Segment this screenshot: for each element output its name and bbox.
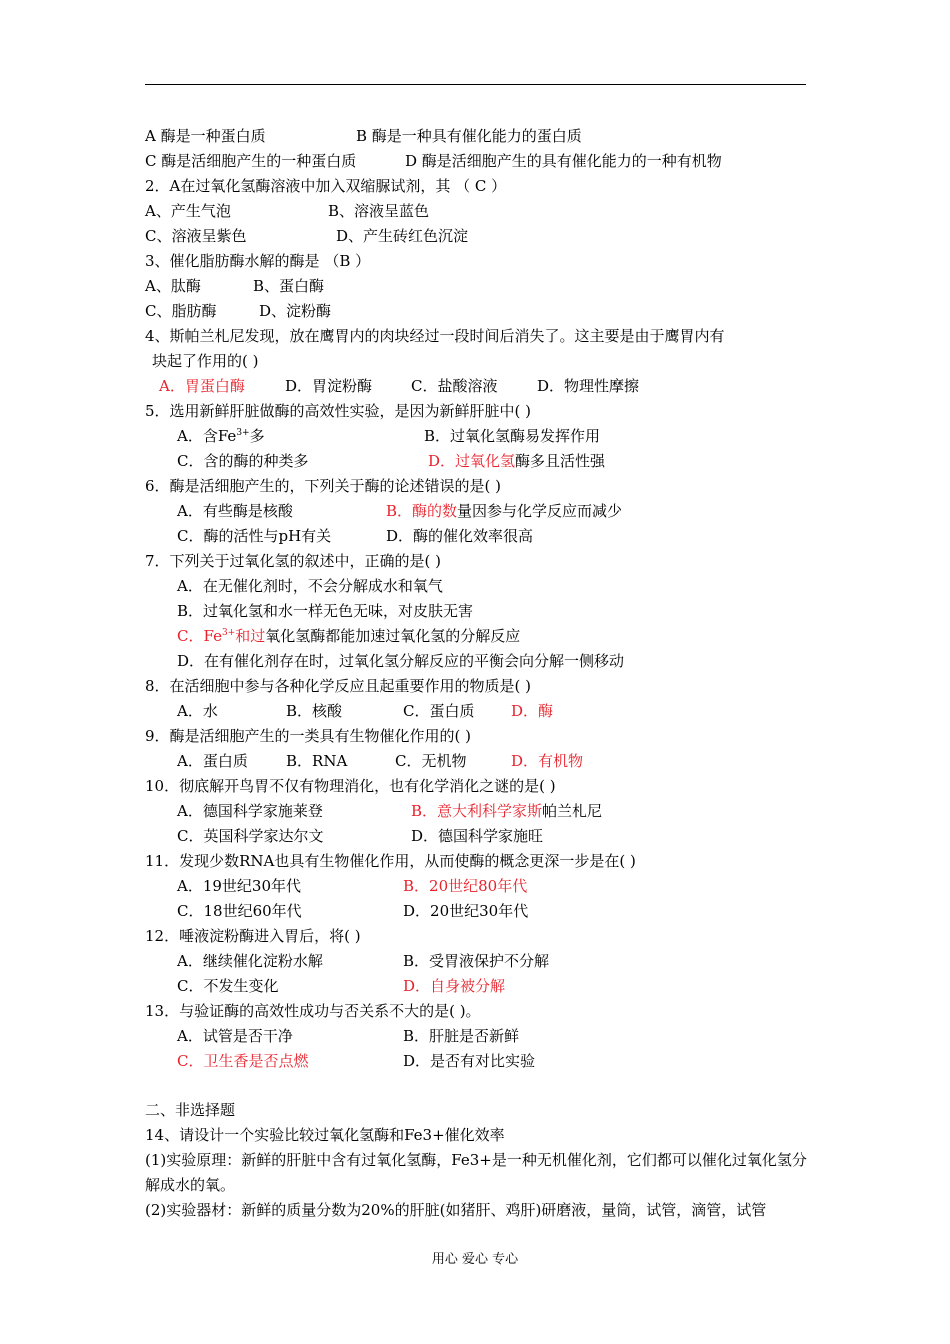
q8-stem-text: 8．在活细胞中参与各种化学反应且起重要作用的物质是( ) — [145, 677, 532, 695]
q9-stem — [145, 724, 815, 749]
q5-option-b: B．过氧化氢酶易发挥作用 — [424, 427, 601, 445]
page-footer: 用心 爱心 专心 — [431, 1252, 519, 1267]
q5-option-a-text: A．含Fe — [177, 427, 237, 445]
q7-option-d: D．在有催化剂存在时，过氧化氢分解反应的平衡会向分解一侧移动 — [177, 652, 625, 670]
q10-option-c: C．英国科学家达尔文 — [177, 827, 324, 845]
q2-option-b: B、溶液呈蓝色 — [328, 202, 430, 220]
q10-option-b-rest: 帕兰札尼 — [542, 802, 603, 820]
q6-row1 — [145, 499, 815, 524]
q2-option-d: D、产生砖红色沉淀 — [336, 227, 469, 245]
q2-row2 — [145, 224, 815, 249]
q12-stem — [145, 924, 815, 949]
q3-stem-text: 3、催化脂肪酶水解的酶是 （B ） — [145, 252, 371, 270]
q12-row2 — [145, 974, 815, 999]
q5-option-a-sup: 3+ — [236, 428, 250, 438]
q5-row2 — [145, 449, 815, 474]
q8-option-b: B．核酸 — [286, 702, 343, 720]
q10-stem — [145, 774, 815, 799]
q8-option-d: D．酶 — [511, 702, 554, 720]
q13-option-d: D．是否有对比实验 — [403, 1052, 536, 1070]
q1-row2 — [145, 149, 815, 174]
q2-option-c: C、溶液呈紫色 — [145, 227, 247, 245]
q11-stem — [145, 849, 815, 874]
q13-row2 — [145, 1049, 815, 1074]
q12-stem-text: 12．唾液淀粉酶进入胃后，将( ) — [145, 927, 361, 945]
q7-stem — [145, 549, 815, 574]
q9-option-b: B．RNA — [286, 752, 348, 770]
q11-option-c: C．18世纪60年代 — [177, 902, 302, 920]
q11-stem-text: 11．发现少数RNA也具有生物催化作用，从而使酶的概念更深一步是在( ) — [145, 852, 636, 870]
q13-option-a: A．试管是否干净 — [177, 1027, 293, 1045]
q11-row2 — [145, 899, 815, 924]
q7-option-c-sup: 3+ — [221, 628, 236, 638]
q5-option-c: C．含的酶的种类多 — [177, 452, 309, 470]
q9-option-d: D．有机物 — [511, 752, 584, 770]
q1-option-d: D 酶是活细胞产生的具有催化能力的一种有机物 — [405, 152, 722, 170]
q1-option-b: B 酶是一种具有催化能力的蛋白质 — [356, 127, 582, 145]
q2-stem — [145, 174, 815, 199]
q4-option-a: A．胃蛋白酶 — [159, 377, 245, 395]
q4-options — [145, 374, 815, 399]
q2-row1 — [145, 199, 815, 224]
q10-option-a: A．德国科学家施莱登 — [177, 802, 323, 820]
q6-stem-text: 6．酶是活细胞产生的，下列关于酶的论述错误的是( ) — [145, 477, 502, 495]
q6-option-b-highlight: B．酶的数 — [386, 502, 458, 520]
q10-stem-text: 10．彻底解开鸟胃不仅有物理消化，也有化学消化之谜的是( ) — [145, 777, 556, 795]
q4-stem-1 — [145, 324, 815, 349]
q8-option-a: A．水 — [177, 702, 218, 720]
q4-option-b: D．胃淀粉酶 — [285, 377, 373, 395]
q11-option-b: B．20世纪80年代 — [403, 877, 528, 895]
q7-option-a: A．在无催化剂时，不会分解成水和氧气 — [177, 577, 443, 595]
q5-option-d-highlight: D．过氧化氢 — [428, 452, 516, 470]
q7-option-c-row — [145, 624, 815, 649]
q10-option-d: D．德国科学家施旺 — [411, 827, 544, 845]
q12-option-b: B．受胃液保护不分解 — [403, 952, 550, 970]
q8-option-c: C．蛋白质 — [403, 702, 475, 720]
q6-option-b — [386, 499, 622, 524]
q4-option-d: D．物理性摩擦 — [537, 377, 640, 395]
q5-option-d — [428, 449, 605, 474]
q3-row2 — [145, 299, 815, 324]
q13-stem — [145, 999, 815, 1024]
q3-option-c: C、脂肪酶 — [145, 302, 217, 320]
q7-option-c — [177, 624, 520, 649]
q9-stem-text: 9．酶是活细胞产生的一类具有生物催化作用的( ) — [145, 727, 472, 745]
q4-option-c: C．盐酸溶液 — [411, 377, 498, 395]
q1-option-c: C 酶是活细胞产生的一种蛋白质 — [145, 152, 357, 170]
q4-stem-text-2: 块起了作用的( ) — [152, 352, 259, 370]
q7-stem-text: 7．下列关于过氧化氢的叙述中，正确的是( ) — [145, 552, 442, 570]
q3-option-b: B、蛋白酶 — [253, 277, 325, 295]
q5-row1 — [145, 424, 815, 449]
q9-option-a: A．蛋白质 — [177, 752, 248, 770]
q4-stem-2 — [145, 349, 815, 374]
q6-option-c: C．酶的活性与pH有关 — [177, 527, 332, 545]
q2-option-a: A、产生气泡 — [145, 202, 231, 220]
q12-option-a: A．继续催化淀粉水解 — [177, 952, 323, 970]
q13-stem-text: 13．与验证酶的高效性成功与否关系不大的是( )。 — [145, 1002, 481, 1020]
q9-options — [145, 749, 815, 774]
q4-stem-text-1: 4、斯帕兰札尼发现，放在鹰胃内的肉块经过一段时间后消失了。这主要是由于鹰胃内有 — [145, 327, 725, 345]
q7-option-b-row — [145, 599, 815, 624]
q3-option-a: A、肽酶 — [145, 277, 201, 295]
q11-option-a: A．19世纪30年代 — [177, 877, 302, 895]
q11-row1 — [145, 874, 815, 899]
q7-option-b: B．过氧化氢和水一样无色无味，对皮肤无害 — [177, 602, 474, 620]
q14-principle: (1)实验原理：新鲜的肝脏中含有过氧化氢酶，Fe3+是一种无机催化剂，它们都可以催化过氧化氢分解成水的氧。 — [145, 1151, 807, 1194]
q7-option-c-rest: 氧化氢酶都能加速过氧化氢的分解反应 — [265, 627, 521, 645]
q6-option-a: A．有些酶是核酸 — [177, 502, 293, 520]
q10-row2 — [145, 824, 815, 849]
q10-option-b-highlight: B．意大利科学家斯 — [411, 802, 543, 820]
q3-row1 — [145, 274, 815, 299]
q8-options — [145, 699, 815, 724]
q7-option-c-highlight-2: 和过 — [235, 627, 266, 645]
q14-stem-text: 14、请设计一个实验比较过氧化氢酶和Fe3+催化效率 — [145, 1126, 505, 1144]
q7-option-c-highlight: C．Fe — [177, 627, 222, 645]
q6-row2 — [145, 524, 815, 549]
q5-option-d-rest: 酶多且活性强 — [515, 452, 606, 470]
q13-option-b: B．肝脏是否新鲜 — [403, 1027, 520, 1045]
q6-stem — [145, 474, 815, 499]
q6-option-d: D．酶的催化效率很高 — [386, 527, 534, 545]
section2-title-text: 二、非选择题 — [145, 1101, 236, 1119]
q12-option-d: D．自身被分解 — [403, 977, 506, 995]
q13-option-c: C．卫生香是否点燃 — [177, 1052, 309, 1070]
q7-option-a-row — [145, 574, 815, 599]
q1-row1 — [145, 124, 815, 149]
q3-stem — [145, 249, 815, 274]
q14-stem — [145, 1123, 815, 1148]
q5-option-a — [177, 424, 265, 449]
section2-title — [145, 1098, 815, 1123]
document-body — [145, 124, 815, 1223]
q13-row1 — [145, 1024, 815, 1049]
q5-stem-text: 5．选用新鲜肝脏做酶的高效性实验，是因为新鲜肝脏中( ) — [145, 402, 532, 420]
q6-option-b-rest: 量因参与化学反应而减少 — [457, 502, 623, 520]
q3-option-d: D、淀粉酶 — [259, 302, 332, 320]
q8-stem — [145, 674, 815, 699]
header-rule — [145, 84, 806, 85]
q14-materials: (2)实验器材：新鲜的质量分数为20%的肝脏(如猪肝、鸡肝)研磨液，量筒，试管，滴管，试管 — [145, 1201, 767, 1219]
q12-option-c: C．不发生变化 — [177, 977, 279, 995]
q7-option-d-row — [145, 649, 815, 674]
q12-row1 — [145, 949, 815, 974]
section-gap — [145, 1074, 815, 1098]
q10-row1 — [145, 799, 815, 824]
q10-option-b — [411, 799, 602, 824]
q5-stem — [145, 399, 815, 424]
q11-option-d: D．20世纪30年代 — [403, 902, 529, 920]
q9-option-c: C．无机物 — [395, 752, 467, 770]
q5-option-a-tail: 多 — [249, 427, 265, 445]
q1-option-a: A 酶是一种蛋白质 — [145, 127, 266, 145]
q2-stem-text: 2．A在过氧化氢酶溶液中加入双缩脲试剂，其 （ C ） — [145, 177, 507, 195]
